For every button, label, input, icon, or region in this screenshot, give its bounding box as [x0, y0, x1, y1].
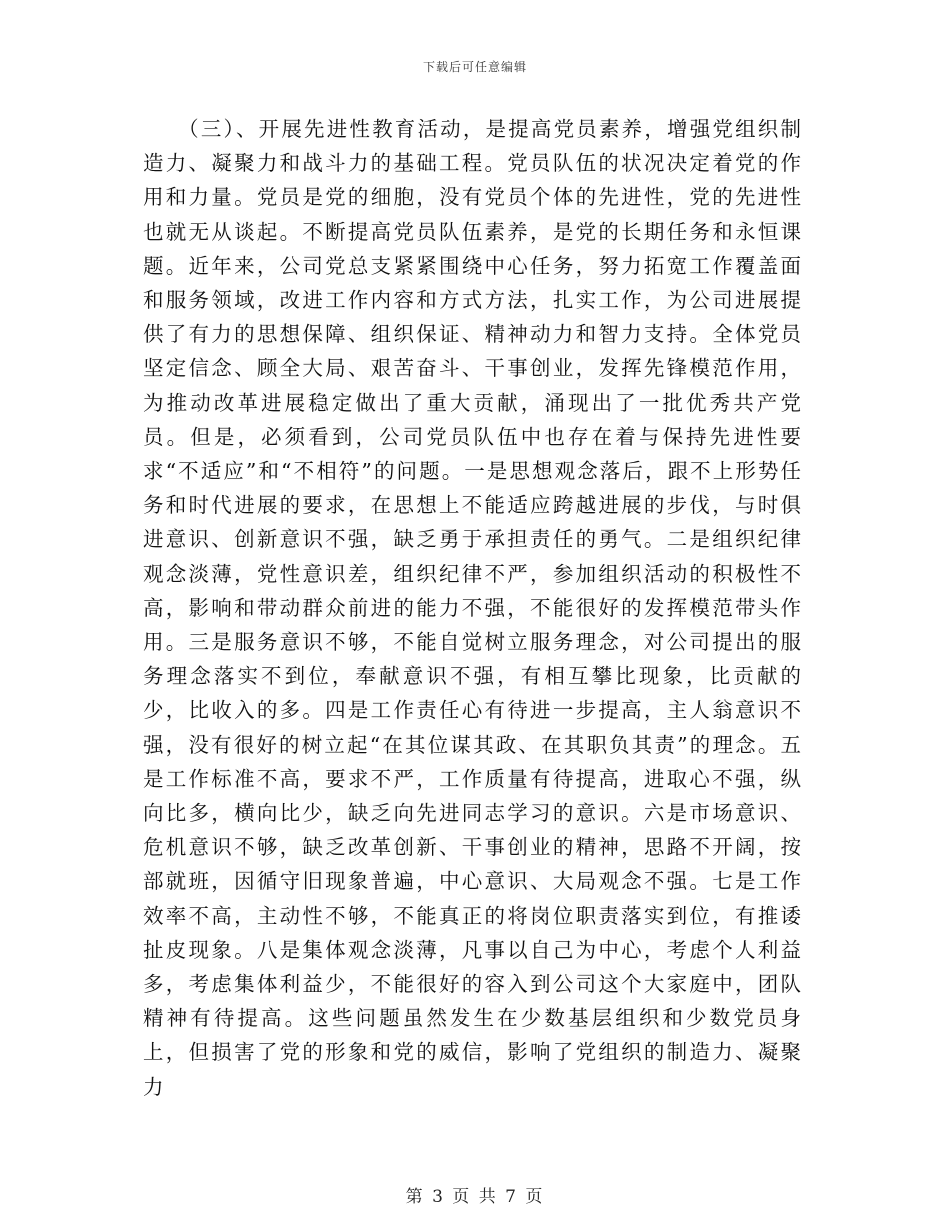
- body-paragraph: （三）、开展先进性教育活动，是提高党员素养，增强党组织制造力、凝聚力和战斗力的基础工程。党员队伍的状况决定着党的作用和力量。党员是党的细胞，没有党员个体的先进性，党的先进性也就无从谈起。不断提高党员队伍素养，是党的长期任务和永恒课题。近年来，公司党总支紧紧围绕中心任务，努力拓宽工作覆盖面和服务领域，改进工作内容和方式方法，扎实工作，为公司进展提供了有力的思想保障、组织保证、精神动力和智力支持。全体党员坚定信念、顾全大局、艰苦奋斗、干事创业，发挥先锋模范作用，为推动改革进展稳定做出了重大贡献，涌现出了一批优秀共产党员。但是，必须看到，公司党员队伍中也存在着与保持先进性要求“不适应”和“不相符”的问题。一是思想观念落后，跟不上形势任务和时代进展的要求，在思想上不能适应跨越进展的步伐，与时俱进意识、创新意识不强，缺乏勇于承担责任的勇气。二是组织纪律观念淡薄，党性意识差，组织纪律不严，参加组织活动的积极性不高，影响和带动群众前进的能力不强，不能很好的发挥模范带头作用。三是服务意识不够，不能自觉树立服务理念，对公司提出的服务理念落实不到位，奉献意识不强，有相互攀比现象，比贡献的少，比收入的多。四是工作责任心有待进一步提高，主人翁意识不强，没有很好的树立起“在其位谋其政、在其职负其责”的理念。五是工作标准不高，要求不严，工作质量有待提高，进取心不强，纵向比多，横向比少，缺乏向先进同志学习的意识。六是市场意识、危机意识不够，缺乏改革创新、干事创业的精神，思路不开阔，按部就班，因循守旧现象普遍，中心意识、大局观念不强。七是工作效率不高，主动性不够，不能真正的将岗位职责落实到位，有推诿扯皮现象。八是集体观念淡薄，凡事以自己为中心，考虑个人利益多，考虑集体利益少，不能很好的容入到公司这个大家庭中，团队精神有待提高。这些问题虽然发生在少数基层组织和少数党员身上，但损害了党的形象和党的威信，影响了党组织的制造力、凝聚力: [143, 117, 803, 1099]
- page-number-footer: 第 3 页 共 7 页: [405, 1187, 545, 1207]
- page-header: 下载后可任意编辑: [422, 60, 527, 74]
